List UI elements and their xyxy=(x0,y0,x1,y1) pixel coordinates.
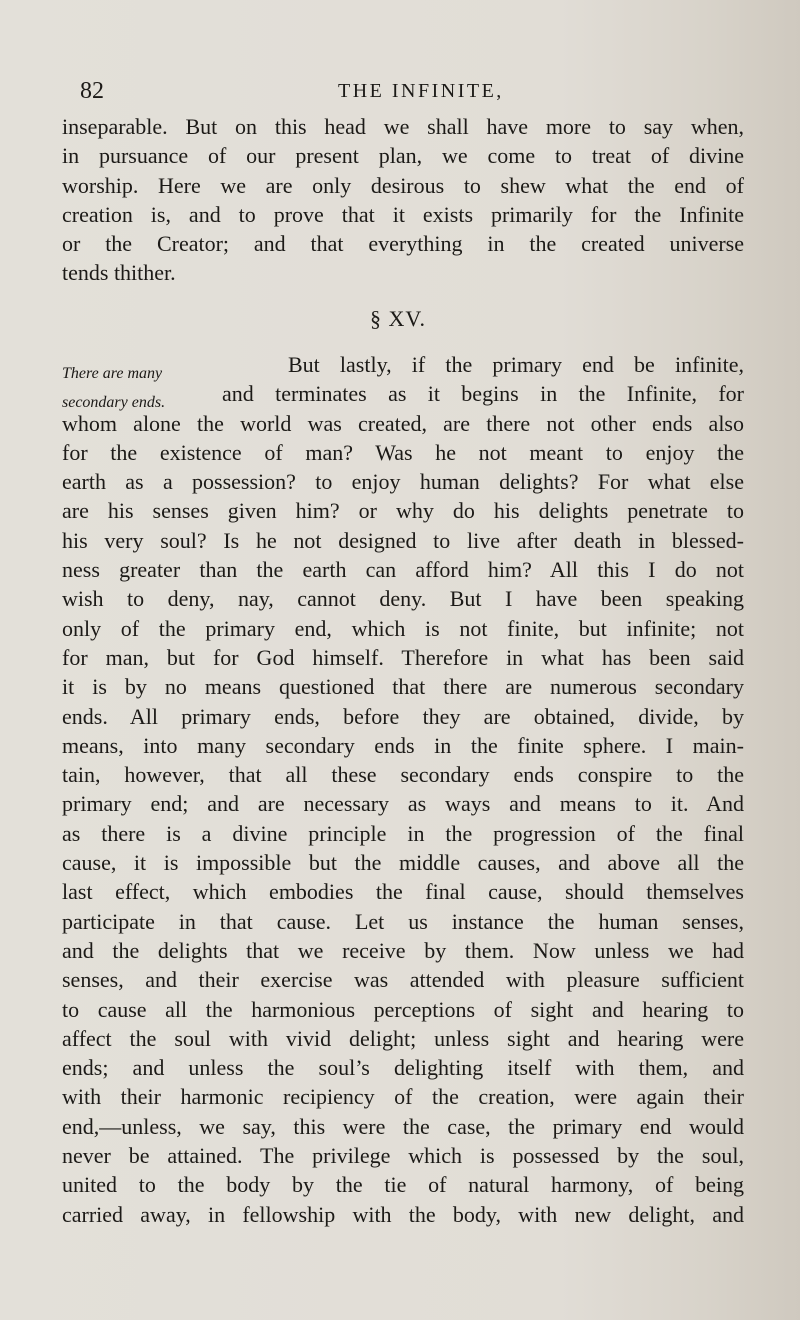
text-line: as there is a divine principle in the progression of the final xyxy=(62,820,744,846)
text-line: and terminates as it begins in the Infinite, for xyxy=(222,381,744,407)
text-line: tain, however, that all these secondary ends conspire to the xyxy=(62,762,744,788)
text-line: carried away, in fellowship with the body, with new delight, and xyxy=(62,1201,744,1227)
text-line: ness greater than the earth can afford him? All this I do not xyxy=(62,557,744,583)
text-line: worship. Here we are only desirous to shew what the end of xyxy=(62,172,744,198)
text-line: for the existence of man? Was he not meant to enjoy the xyxy=(62,439,744,465)
text-line: wish to deny, nay, cannot deny. But I have been speaking xyxy=(62,586,744,612)
text-line: whom alone the world was created, are there not other ends also xyxy=(62,410,744,436)
text-line: his very soul? Is he not designed to live after death in blessed- xyxy=(62,527,744,553)
text-line: to cause all the harmonious perceptions of sight and hearing to xyxy=(62,996,744,1022)
text-line: last effect, which embodies the final cause, should themselves xyxy=(62,879,744,905)
page-number: 82 xyxy=(80,78,104,104)
text-line: united to the body by the tie of natural harmony, of being xyxy=(62,1172,744,1198)
margin-note-line: secondary ends. xyxy=(62,394,166,411)
text-line: ends. All primary ends, before they are obtained, divide, by xyxy=(62,703,744,729)
text-line: inseparable. But on this head we shall have more to say when, xyxy=(62,114,744,139)
text-line: tends thither. xyxy=(62,260,176,286)
text-line: primary end; and are necessary as ways and means to it. And xyxy=(62,791,744,817)
section-heading: § XV. xyxy=(370,306,426,331)
text-line: never be attained. The privilege which is possessed by the soul, xyxy=(62,1143,744,1169)
paragraph-2 xyxy=(62,350,744,1229)
text-line: means, into many secondary ends in the finite sphere. I main- xyxy=(62,732,744,758)
text-line: ends; and unless the soul’s delighting itself with them, and xyxy=(62,1055,744,1081)
text-line: cause, it is impossible but the middle causes, and above all the xyxy=(62,850,744,876)
text-line: in pursuance of our present plan, we come to treat of divine xyxy=(62,143,744,169)
text-line: it is by no means questioned that there are numerous secondary xyxy=(62,674,744,700)
text-line: participate in that cause. Let us instance the human senses, xyxy=(62,908,744,934)
text-line: with their harmonic recipiency of the creation, were again their xyxy=(62,1084,744,1110)
text-line: and the delights that we receive by them. Now unless we had xyxy=(62,937,744,963)
text-line: affect the soul with vivid delight; unless sight and hearing were xyxy=(62,1025,744,1051)
paragraph-1 xyxy=(62,112,744,288)
text-line: senses, and their exercise was attended with pleasure sufficient xyxy=(62,967,744,993)
text-line: end,—unless, we say, this were the case, the primary end would xyxy=(62,1113,744,1139)
text-line: for man, but for God himself. Therefore in what has been said xyxy=(62,644,744,670)
text-line: or the Creator; and that everything in the created universe xyxy=(62,231,744,257)
text-line: But lastly, if the primary end be infinite, xyxy=(288,352,744,377)
margin-note-line: There are many xyxy=(62,365,163,382)
text-line: are his senses given him? or why do his delights penetrate to xyxy=(62,498,744,524)
text-line: only of the primary end, which is not finite, but infinite; not xyxy=(62,615,744,641)
running-title: THE INFINITE, xyxy=(338,80,504,102)
running-head xyxy=(80,78,760,108)
text-line: creation is, and to prove that it exists primarily for the Infinite xyxy=(62,201,744,227)
text-line: earth as a possession? to enjoy human delights? For what else xyxy=(62,469,744,495)
